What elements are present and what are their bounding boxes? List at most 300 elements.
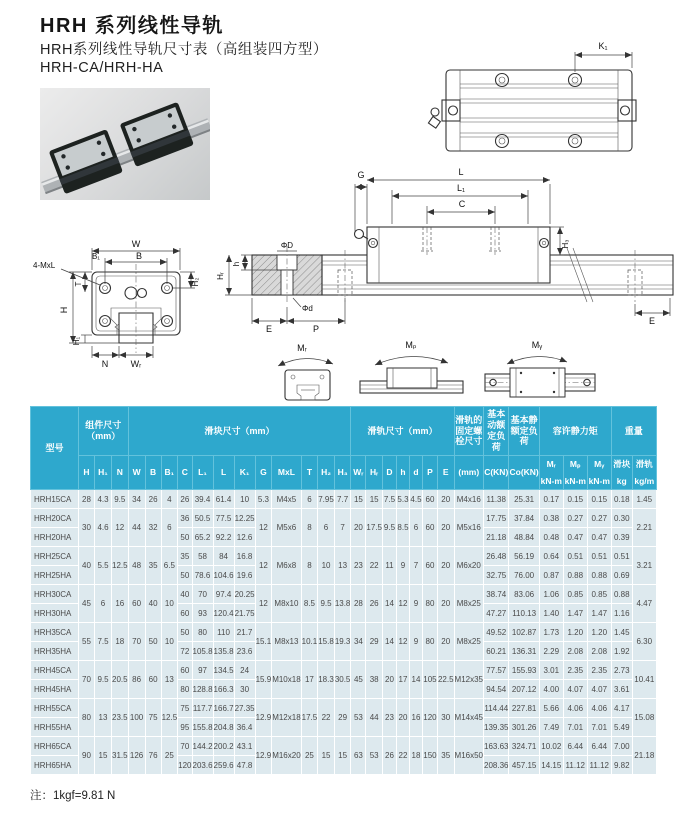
col-header-block: 滑块尺寸（mm） — [128, 407, 351, 456]
cell: 1.47 — [563, 604, 587, 623]
col-header: T — [301, 456, 318, 490]
cell: 80 — [79, 699, 95, 737]
cell: 20.25 — [234, 585, 255, 604]
rail-hole-dashed — [338, 250, 352, 302]
cell: 28 — [79, 490, 95, 509]
cell: 80 — [192, 623, 213, 642]
cell: 14 — [382, 623, 396, 661]
cell: 1.92 — [611, 642, 632, 661]
cell: 31.5 — [112, 737, 129, 775]
cell: 0.27 — [587, 509, 611, 528]
col-header-moment-sub — [563, 456, 587, 490]
dim-label-phiD: ΦD — [280, 241, 294, 250]
cell: 30 — [79, 509, 95, 547]
dim-label-t: T — [74, 281, 83, 287]
cell: 10.1 — [301, 623, 318, 661]
cell: 16 — [112, 585, 129, 623]
cell: 63 — [351, 737, 366, 775]
table-row — [31, 490, 657, 509]
dim-label-l1: L₁ — [456, 183, 466, 193]
cell: 78.6 — [192, 566, 213, 585]
cell: 15 — [95, 737, 112, 775]
cell: 6 — [301, 490, 318, 509]
col-header: E — [437, 456, 454, 490]
dim-label-wr: Wᵣ — [130, 359, 142, 369]
cell: 14 — [409, 661, 422, 699]
cell: 11 — [382, 547, 396, 585]
cell: 126 — [128, 737, 145, 775]
dimension-drawings — [15, 158, 680, 410]
cell: 1.16 — [611, 604, 632, 623]
col-header-rail: 滑轨尺寸（mm） — [351, 407, 454, 456]
cell: 5.3 — [255, 490, 272, 509]
dim-label-mxl: 4-MxL — [33, 261, 56, 270]
cell: 7.49 — [539, 718, 563, 737]
cell: 8.5 — [301, 585, 318, 623]
cell: 2.29 — [539, 642, 563, 661]
cell: 47.27 — [484, 604, 509, 623]
cell: 22 — [396, 737, 409, 775]
cell: M5x16 — [454, 509, 483, 547]
cell: 0.38 — [539, 509, 563, 528]
cell: 110 — [213, 623, 234, 642]
cell: 13 — [161, 661, 178, 699]
cell: 5.49 — [611, 718, 632, 737]
col-header: h — [396, 456, 409, 490]
cell: 72 — [178, 642, 192, 661]
dim-label-p: P — [312, 324, 320, 334]
model-cell: HRH20CA — [31, 509, 79, 528]
cell: M5x6 — [272, 509, 301, 547]
cell: 9 — [409, 623, 422, 661]
cell: 60 — [178, 604, 192, 623]
cell: 4.3 — [95, 490, 112, 509]
cell: 15.8 — [318, 623, 335, 661]
page-subtitle: HRH系列线性导轨尺寸表（高组装四方型） — [40, 42, 328, 58]
table-row — [31, 547, 657, 566]
cell: 27.35 — [234, 699, 255, 718]
dim-label-phid: Φd — [302, 304, 313, 313]
cell: 457.15 — [509, 756, 539, 775]
weight-part: 滑轨 — [635, 458, 653, 469]
assembly-label-line2: （mm） — [86, 431, 121, 441]
cell: 136.31 — [509, 642, 539, 661]
cell: 18 — [409, 737, 422, 775]
cell: 15 — [366, 490, 383, 509]
cell: 24 — [234, 661, 255, 680]
cell: 20 — [396, 699, 409, 737]
dim-label-b: B — [135, 251, 143, 261]
group-header-row — [31, 407, 657, 456]
cell: 28 — [351, 585, 366, 623]
cell: 9.82 — [611, 756, 632, 775]
col-header-model: 型号 — [31, 407, 79, 490]
cell: 8 — [301, 509, 318, 547]
cell: 12 — [255, 547, 272, 585]
cell: 3.61 — [611, 680, 632, 699]
cell: 77.57 — [484, 661, 509, 680]
moment-my-diagram — [485, 340, 595, 397]
cell: M12x35 — [454, 661, 483, 699]
dim-label-h-rail: h — [232, 261, 241, 267]
cell: 80 — [422, 623, 437, 661]
cell: 34 — [351, 623, 366, 661]
cell: 1.47 — [587, 604, 611, 623]
cell: 53 — [351, 699, 366, 737]
cell: M6x8 — [272, 547, 301, 585]
cell: 75 — [178, 699, 192, 718]
cell: 36.4 — [234, 718, 255, 737]
cell: 26 — [178, 490, 192, 509]
cell: 134.5 — [213, 661, 234, 680]
cell: 0.48 — [539, 528, 563, 547]
cell: 14.15 — [539, 756, 563, 775]
cell: 0.15 — [563, 490, 587, 509]
cell: 11.12 — [563, 756, 587, 775]
cell: 4.6 — [95, 509, 112, 547]
col-header: K₁ — [234, 456, 255, 490]
cell: 144.2 — [192, 737, 213, 756]
col-header-weight-sub — [611, 456, 632, 490]
cell: 40 — [178, 585, 192, 604]
dim-label-n: N — [101, 359, 109, 369]
dim-label-b1: B₁ — [91, 252, 101, 261]
cell: 76.00 — [509, 566, 539, 585]
cell: 20 — [437, 585, 454, 623]
cell: 105.8 — [192, 642, 213, 661]
cell: 2.73 — [611, 661, 632, 680]
cell: 14 — [382, 585, 396, 623]
cell: 45 — [351, 661, 366, 699]
cell: 10 — [161, 623, 178, 661]
cell: 48 — [128, 547, 145, 585]
cell: 12.9 — [255, 737, 272, 775]
weight-unit: kg — [616, 476, 627, 486]
cell: 10.41 — [632, 661, 656, 699]
model-cell: HRH45HA — [31, 680, 79, 699]
cell: 2.08 — [563, 642, 587, 661]
cell: 166.7 — [213, 699, 234, 718]
cell: 76 — [145, 737, 161, 775]
dim-label-h2: H₂ — [191, 277, 200, 287]
col-header: G — [255, 456, 272, 490]
cell: 77.5 — [213, 509, 234, 528]
col-header: Wᵣ — [351, 456, 366, 490]
cell: 56.19 — [509, 547, 539, 566]
dim-label-my: Mᵧ — [531, 340, 543, 350]
cell: 19.3 — [334, 623, 351, 661]
cell: 70 — [178, 737, 192, 756]
cell: 60 — [422, 490, 437, 509]
cell: 9.5 — [318, 585, 335, 623]
cell: 44 — [128, 509, 145, 547]
cell: 53 — [366, 737, 383, 775]
cell: 70 — [79, 661, 95, 699]
cell: 4.00 — [539, 680, 563, 699]
cell: 60 — [422, 547, 437, 585]
cell: 12 — [255, 509, 272, 547]
cell: 15 — [351, 490, 366, 509]
cell: 0.69 — [611, 566, 632, 585]
cell: 7 — [334, 509, 351, 547]
col-header: H — [79, 456, 95, 490]
cell: 128.8 — [192, 680, 213, 699]
cell: 12 — [112, 509, 129, 547]
block-side-view — [355, 227, 551, 283]
cell: 17.75 — [484, 509, 509, 528]
cell: 12.9 — [255, 699, 272, 737]
cell: 36 — [178, 509, 192, 528]
cell: 65.2 — [192, 528, 213, 547]
col-header: (mm) — [454, 456, 483, 490]
cell: 29 — [366, 623, 383, 661]
dim-label-k1: K₁ — [598, 41, 608, 51]
cell: 60 — [422, 509, 437, 547]
cell: 55 — [79, 623, 95, 661]
cell: 6 — [95, 585, 112, 623]
col-header-moment-sub — [539, 456, 563, 490]
cell: 97.4 — [213, 585, 234, 604]
cell: 12.5 — [112, 547, 129, 585]
cell: 12 — [396, 585, 409, 623]
cell: 120.4 — [213, 604, 234, 623]
cell: 17.5 — [301, 699, 318, 737]
model-cell: HRH15CA — [31, 490, 79, 509]
cell: 50 — [178, 566, 192, 585]
cell: 0.27 — [563, 509, 587, 528]
col-header-bolt: 滑轨的固定螺栓尺寸 — [454, 407, 483, 456]
cell: 4.07 — [587, 680, 611, 699]
col-header: MxL — [272, 456, 301, 490]
cell: 20 — [382, 661, 396, 699]
col-header: P — [422, 456, 437, 490]
dim-label-h3: H₃ — [561, 239, 570, 249]
cell: 0.64 — [539, 547, 563, 566]
cell: 97 — [192, 661, 213, 680]
cell: 13.8 — [334, 585, 351, 623]
cell: 84 — [213, 547, 234, 566]
cell: 6.5 — [161, 547, 178, 585]
cell: 2.21 — [632, 509, 656, 547]
cell: 23 — [382, 699, 396, 737]
dim-label-hr: Hᵣ — [216, 272, 225, 280]
cell: 26 — [382, 737, 396, 775]
table-head — [31, 407, 657, 490]
moment-unit: kN-m — [540, 476, 562, 486]
cell: 0.51 — [563, 547, 587, 566]
cell: 2.35 — [587, 661, 611, 680]
cell: 34 — [128, 490, 145, 509]
cell: 0.88 — [611, 585, 632, 604]
cell: M16x20 — [272, 737, 301, 775]
cell: 0.51 — [611, 547, 632, 566]
cell: 4.06 — [563, 699, 587, 718]
cell: 47.8 — [234, 756, 255, 775]
cell: 4.17 — [611, 699, 632, 718]
cell: 92.2 — [213, 528, 234, 547]
cell: M8x25 — [454, 585, 483, 623]
model-cell: HRH25HA — [31, 566, 79, 585]
cell: 20.5 — [112, 661, 129, 699]
footnote: 注：1kgf=9.81 N — [30, 790, 116, 802]
cell: 17 — [301, 661, 318, 699]
cell: 259.6 — [213, 756, 234, 775]
model-cell: HRH45CA — [31, 661, 79, 680]
cell: 207.12 — [509, 680, 539, 699]
cell: 40 — [79, 547, 95, 585]
cell: 60.21 — [484, 642, 509, 661]
cell: 9 — [396, 547, 409, 585]
sub-header-row — [31, 456, 657, 490]
cell: M12x18 — [272, 699, 301, 737]
cell: 25 — [301, 737, 318, 775]
cell: 7.7 — [334, 490, 351, 509]
cell: 35 — [178, 547, 192, 566]
cell: 18 — [112, 623, 129, 661]
cell: 13 — [95, 699, 112, 737]
cell: M8x13 — [272, 623, 301, 661]
cell: M16x50 — [454, 737, 483, 775]
col-header-dynamic-load: 基本动额定负荷 — [484, 407, 509, 456]
model-cell: HRH35CA — [31, 623, 79, 642]
model-cell: HRH30CA — [31, 585, 79, 604]
cell: 22 — [366, 547, 383, 585]
col-header: Hᵣ — [366, 456, 383, 490]
cell: 139.35 — [484, 718, 509, 737]
cell: 20 — [437, 547, 454, 585]
cell: 30 — [234, 680, 255, 699]
cell: 29 — [334, 699, 351, 737]
cell: 135.8 — [213, 642, 234, 661]
top-view-drawing — [420, 38, 680, 178]
cell: 49.52 — [484, 623, 509, 642]
model-cell: HRH65CA — [31, 737, 79, 756]
cell: 32.75 — [484, 566, 509, 585]
cell: 9.5 — [112, 490, 129, 509]
cell: 15 — [318, 737, 335, 775]
cell: 7.01 — [563, 718, 587, 737]
cell: 6 — [409, 509, 422, 547]
cell: 30 — [437, 699, 454, 737]
cell: 3.21 — [632, 547, 656, 585]
cell: 0.18 — [611, 490, 632, 509]
cell: 70 — [192, 585, 213, 604]
cell: 20 — [437, 509, 454, 547]
cell: 155.93 — [509, 661, 539, 680]
cell: 4.47 — [632, 585, 656, 623]
dim-label-mp: Mₚ — [405, 340, 417, 350]
cell: 2.08 — [587, 642, 611, 661]
cell: 4.5 — [409, 490, 422, 509]
moment-symbol: Mₚ — [569, 458, 581, 469]
cell: 50 — [178, 528, 192, 547]
cell: 5.5 — [95, 547, 112, 585]
cell: 5.66 — [539, 699, 563, 718]
col-header: B — [145, 456, 161, 490]
cell: 15.9 — [255, 661, 272, 699]
cell: 0.88 — [563, 566, 587, 585]
cell: M8x25 — [454, 623, 483, 661]
cell: 114.44 — [484, 699, 509, 718]
front-view-drawing — [33, 239, 200, 369]
model-cell: HRH65HA — [31, 756, 79, 775]
cell: 50.5 — [192, 509, 213, 528]
side-view-drawing — [322, 167, 673, 326]
dim-label-l: L — [458, 167, 464, 177]
model-cell: HRH20HA — [31, 528, 79, 547]
cell: M4x5 — [272, 490, 301, 509]
cell: 10.02 — [539, 737, 563, 756]
col-header: W — [128, 456, 145, 490]
cell: 13 — [334, 547, 351, 585]
table-row — [31, 585, 657, 604]
cell: 155.8 — [192, 718, 213, 737]
cell: 30.5 — [334, 661, 351, 699]
cell: 93 — [192, 604, 213, 623]
cell: 38.74 — [484, 585, 509, 604]
k1-dimension — [575, 41, 632, 72]
model-cell: HRH30HA — [31, 604, 79, 623]
cell: 40 — [145, 585, 161, 623]
col-header: H₂ — [318, 456, 335, 490]
cell: 90 — [79, 737, 95, 775]
cell: 23 — [351, 547, 366, 585]
cell: 3.01 — [539, 661, 563, 680]
cell: 301.26 — [509, 718, 539, 737]
cell: 12 — [255, 585, 272, 623]
cell: 9 — [409, 585, 422, 623]
cell: 20 — [351, 509, 366, 547]
cell: 60 — [178, 661, 192, 680]
cell: 1.06 — [539, 585, 563, 604]
cell: 117.7 — [192, 699, 213, 718]
col-header-moment: 容许静力矩 — [539, 407, 611, 456]
cell: 104.6 — [213, 566, 234, 585]
cell: 75 — [145, 699, 161, 737]
cell: 102.87 — [509, 623, 539, 642]
cell: 45 — [79, 585, 95, 623]
dim-label-w: W — [131, 239, 141, 249]
col-header: N — [112, 456, 129, 490]
cell: 35 — [437, 737, 454, 775]
cell: 10 — [234, 490, 255, 509]
cell: 86 — [128, 661, 145, 699]
cell: 1.45 — [632, 490, 656, 509]
cell: 9.5 — [95, 661, 112, 699]
cell: 5.3 — [396, 490, 409, 509]
model-cell: HRH55HA — [31, 718, 79, 737]
col-header: B₁ — [161, 456, 178, 490]
block-top-view — [428, 70, 636, 151]
cell: 0.47 — [563, 528, 587, 547]
cell: 200.2 — [213, 737, 234, 756]
cell: 120 — [422, 699, 437, 737]
cell: 0.39 — [611, 528, 632, 547]
cell: 21.18 — [484, 528, 509, 547]
page-title: HRH 系列线性导轨 — [40, 15, 224, 37]
cell: 12 — [396, 623, 409, 661]
cell: 1.73 — [539, 623, 563, 642]
weight-unit: kg/m — [634, 476, 655, 486]
col-header: H₁ — [95, 456, 112, 490]
cell: 8.5 — [396, 509, 409, 547]
cell: 7.95 — [318, 490, 335, 509]
dimension-table — [30, 406, 657, 775]
dim-label-e-left: E — [265, 324, 273, 334]
moment-unit: kN-m — [588, 476, 610, 486]
cell: 43.1 — [234, 737, 255, 756]
cell: 15.08 — [632, 699, 656, 737]
